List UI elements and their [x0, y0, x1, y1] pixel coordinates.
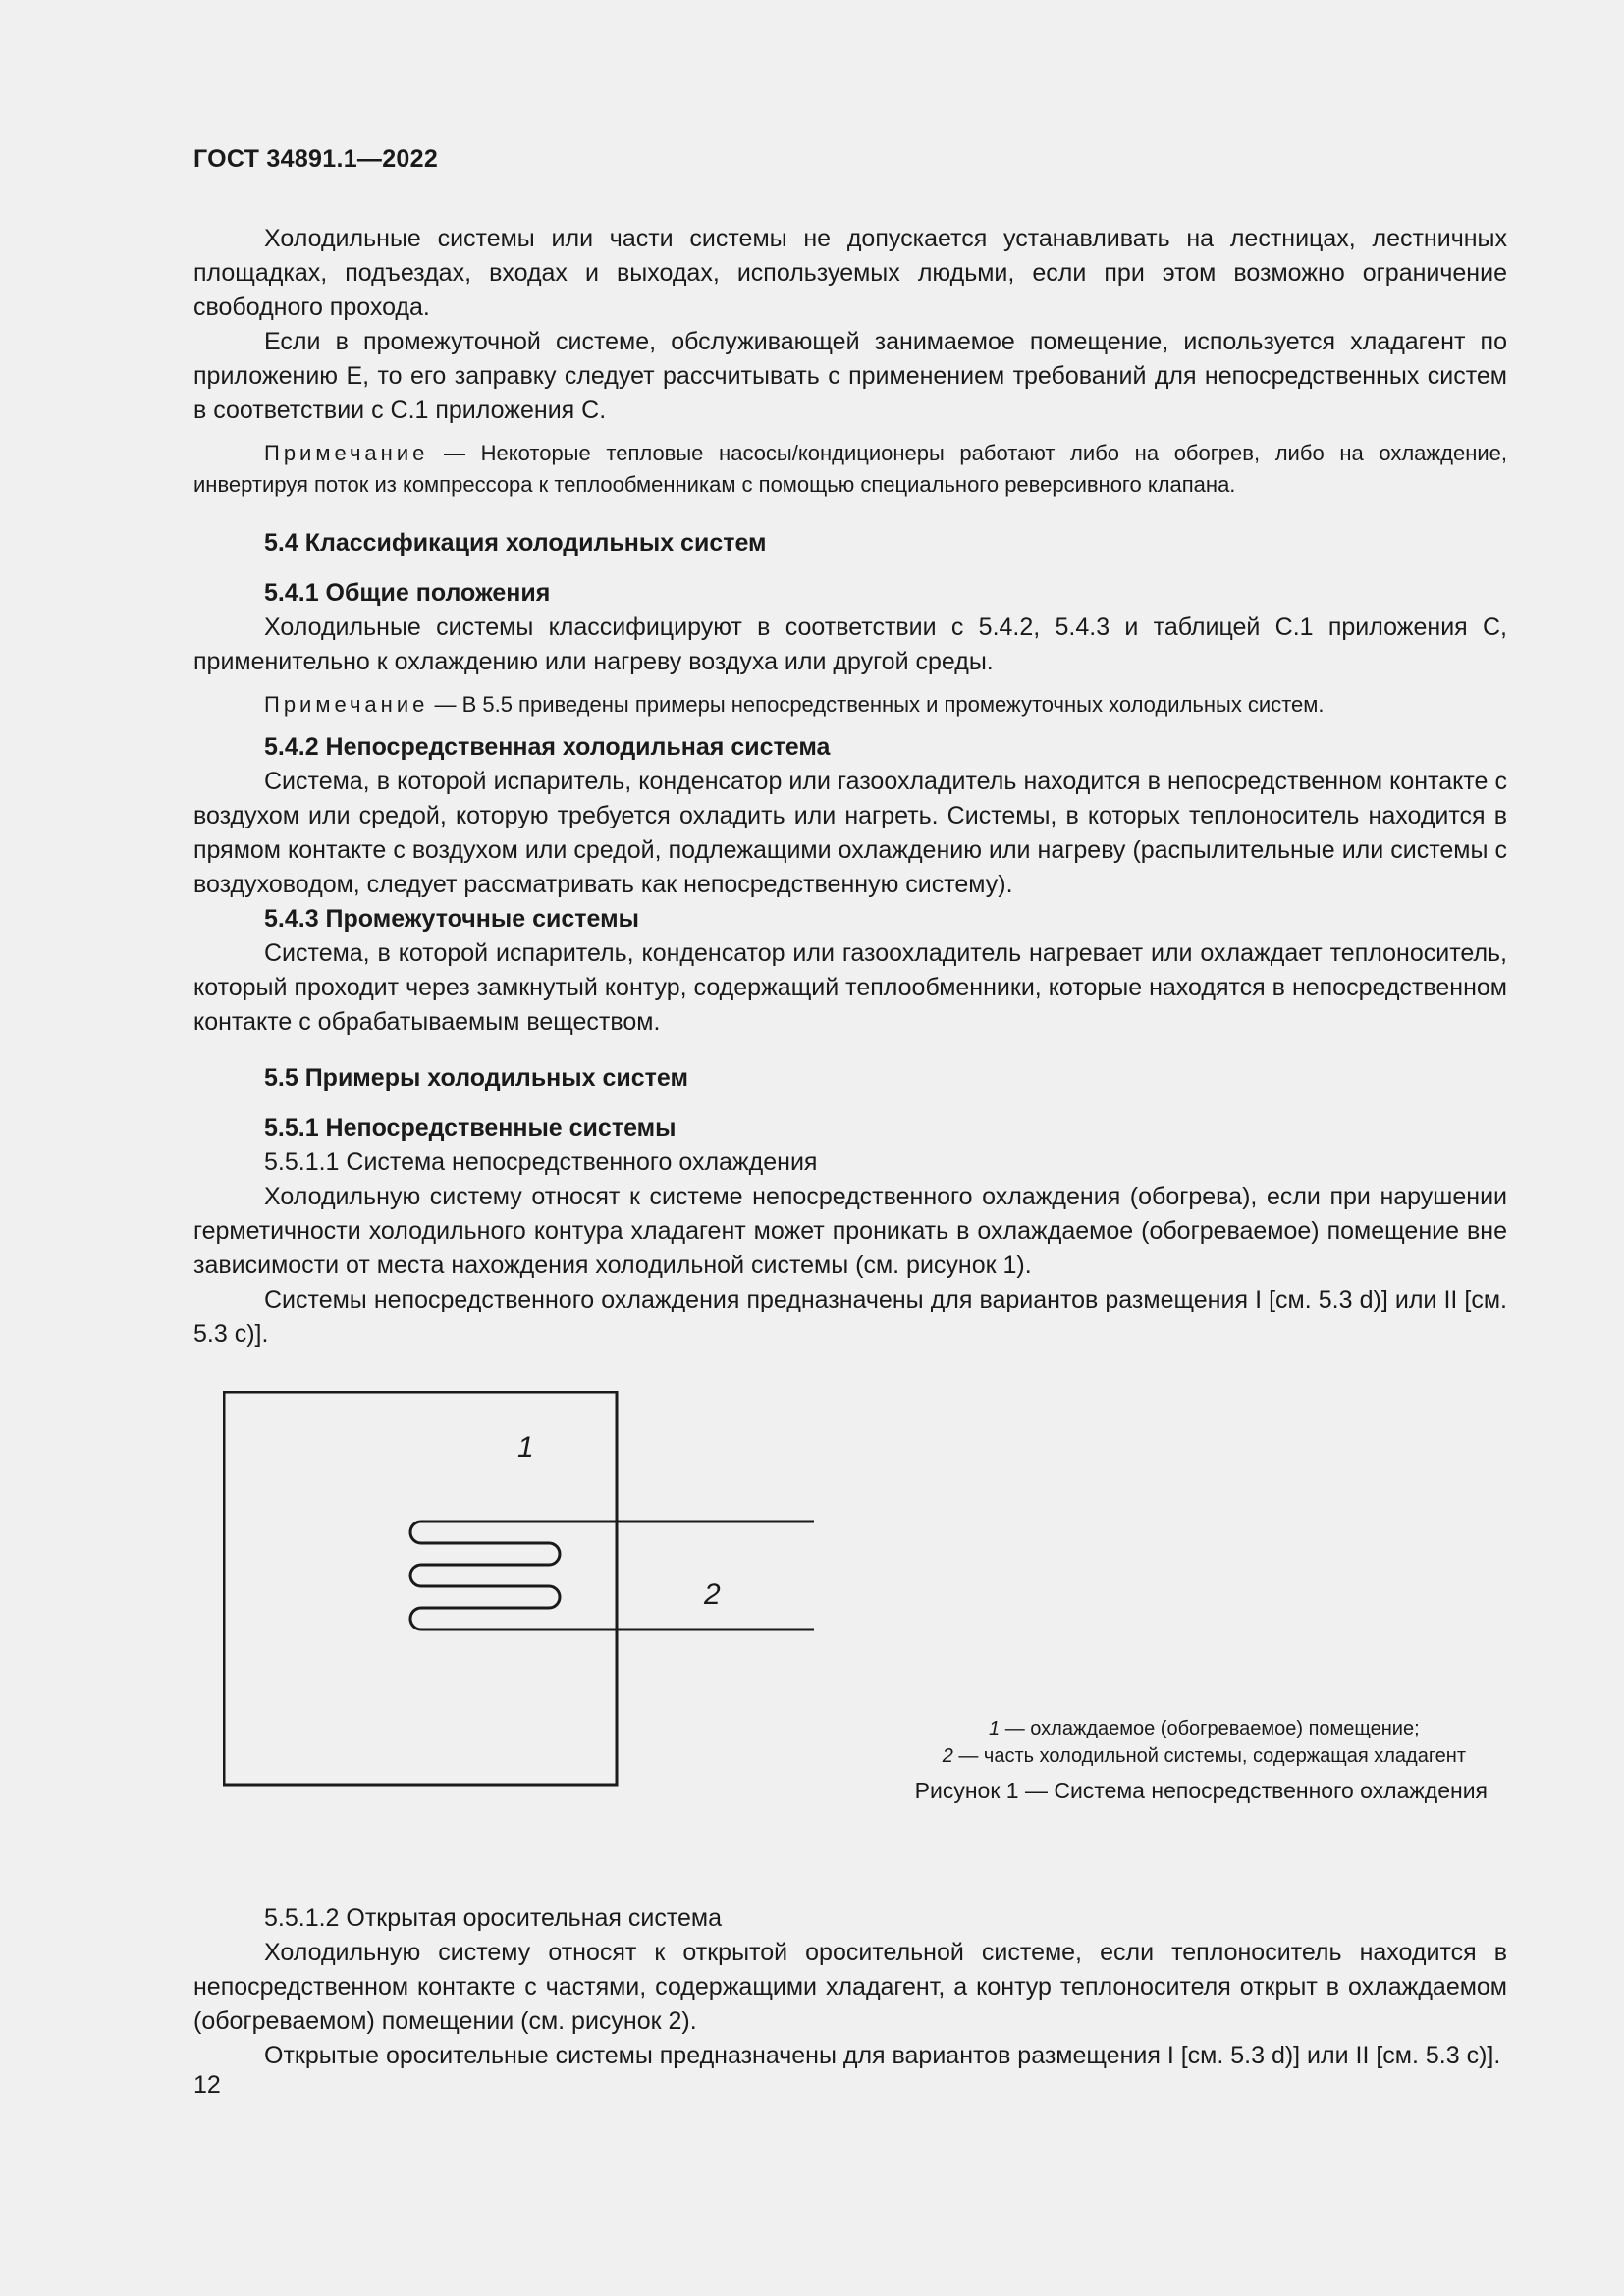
figure-caption: Рисунок 1 — Система непосредственного охлаждения	[914, 1778, 1488, 1803]
note	[193, 689, 1507, 721]
page-content	[193, 222, 1507, 2073]
subsection-heading: 5.4.1 Общие положения	[264, 579, 551, 607]
figure-label-2: 2	[704, 1578, 721, 1611]
subsection-heading: 5.5.1 Непосредственные системы	[264, 1114, 677, 1142]
document-header: ГОСТ 34891.1—2022	[193, 145, 439, 173]
figure-1	[193, 1391, 1507, 1901]
paragraph: Открытые оросительные системы предназначены для вариантов размещения I [см. 5.3 d)] или II [см. 5.3 с)].	[264, 2042, 1501, 2069]
legend-num: 1	[989, 1718, 1001, 1739]
legend-item	[943, 1715, 1466, 1742]
paragraph: Если в промежуточной системе, обслуживающей занимаемое помещение, используется хладагент по приложению Е, то его заправку следует рассчитывать с применением требований для непосредственных систем в соответствии с С.1 приложения С.	[193, 328, 1507, 424]
note-text: — В 5.5 приведены примеры непосредственных и промежуточных холодильных систем.	[428, 692, 1325, 717]
clause-heading: 5.5.1.1 Система непосредственного охлаждения	[264, 1148, 818, 1176]
page-number: 12	[193, 2071, 221, 2099]
legend-num: 2	[942, 1745, 953, 1767]
paragraph: Система, в которой испаритель, конденсатор или газоохладитель нагревает или охлаждает теплоноситель, который проходит через замкнутый контур, содержащий теплообменники, которые находятся в непосредственном контакте с обрабатываемым веществом.	[193, 939, 1507, 1036]
paragraph: Система, в которой испаритель, конденсатор или газоохладитель находится в непосредственном контакте с воздухом или средой, которую требуется охладить или нагреть. Системы, в которых теплоноситель находится в прямом контакте с воздухом или средой, подлежащими охлаждению или нагреву (распылительные или системы с воздуховодом, следует рассматривать как непосредственную систему).	[193, 768, 1507, 898]
note-text: — Некоторые тепловые насосы/кондиционеры работают либо на обогрев, либо на охлаждение, инвертируя поток из компрессора к теплообменникам с помощью специального реверсивного клапана.	[193, 441, 1507, 497]
room-boundary	[224, 1392, 617, 1785]
section-heading: 5.5 Примеры холодильных систем	[264, 1064, 688, 1092]
direct-cooling-diagram	[223, 1391, 851, 1823]
note-label: Примечание	[264, 441, 429, 465]
note-label: Примечание	[264, 692, 429, 717]
legend-item	[943, 1742, 1466, 1770]
clause-heading: 5.5.1.2 Открытая оросительная система	[264, 1904, 723, 1932]
refrigerant-coil	[410, 1522, 814, 1629]
subsection-heading: 5.4.2 Непосредственная холодильная система	[264, 733, 831, 761]
paragraph: Холодильные системы или части системы не допускается устанавливать на лестницах, лестничных площадках, подъездах, входах и выходах, используемых людьми, если при этом возможно ограничение свободного прохода.	[193, 225, 1507, 321]
section-heading: 5.4 Классификация холодильных систем	[264, 529, 767, 557]
figure-legend	[943, 1715, 1466, 1770]
paragraph: Холодильную систему относят к системе непосредственного охлаждения (обогрева), если при нарушении герметичности холодильного контура хладагент может проникать в охлаждаемое (обогреваемое) помещение вне зависимости от места нахождения холодильной системы (см. рисунок 1).	[193, 1183, 1507, 1279]
note	[193, 438, 1507, 501]
legend-text: — часть холодильной системы, содержащая хладагент	[952, 1745, 1466, 1767]
paragraph: Холодильные системы классифицируют в соответствии с 5.4.2, 5.4.3 и таблицей С.1 приложения С, применительно к охлаждению или нагреву воздуха или другой среды.	[193, 614, 1507, 675]
paragraph: Холодильную систему относят к открытой оросительной системе, если теплоноситель находится в непосредственном контакте с частями, содержащими хладагент, а контур теплоносителя открыт в охлаждаемом (обогреваемом) помещении (см. рисунок 2).	[193, 1939, 1507, 2035]
subsection-heading: 5.4.3 Промежуточные системы	[264, 905, 639, 933]
paragraph: Системы непосредственного охлаждения предназначены для вариантов размещения I [см. 5.3 d)] или II [см. 5.3 с)].	[193, 1286, 1507, 1348]
figure-label-1: 1	[517, 1431, 534, 1464]
legend-text: — охлаждаемое (обогреваемое) помещение;	[1000, 1718, 1420, 1739]
